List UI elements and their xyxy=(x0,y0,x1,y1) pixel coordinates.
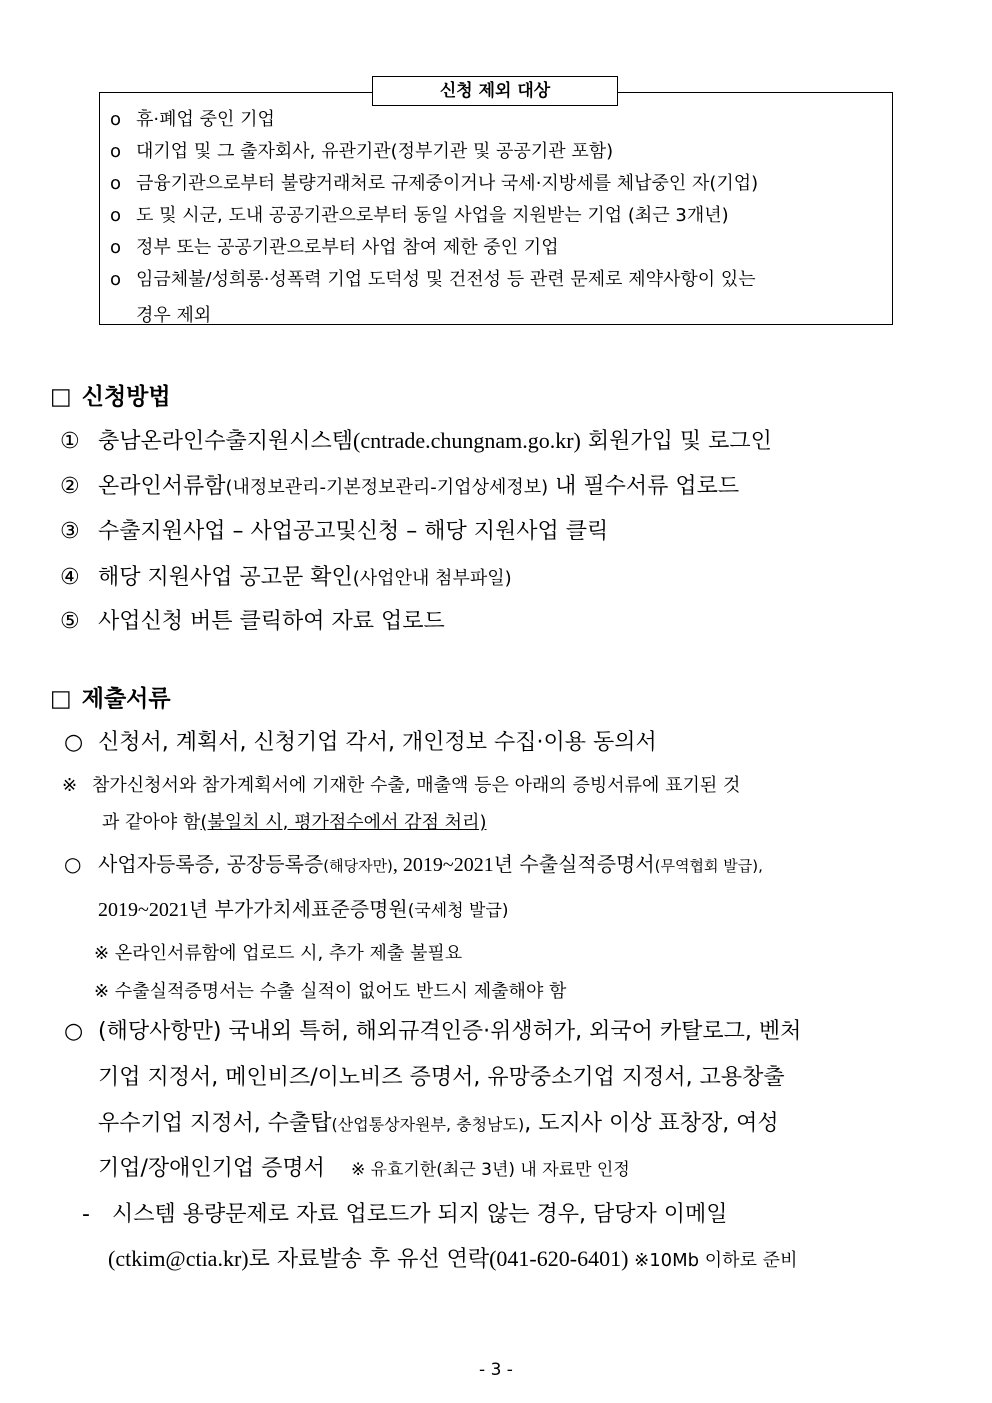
exclusion-item: o 도 및 시군, 도내 공공기관으로부터 동일 사업을 지원받는 기업 (최근 3개년) xyxy=(110,205,729,226)
docs-dash-note: - 시스템 용량문제로 자료 업로드가 되지 않는 경우, 담당자 이메일 xyxy=(82,1202,728,1227)
contact-email: (ctkim@ctia.kr) xyxy=(108,1246,249,1271)
exclusion-title: 신청 제외 대상 xyxy=(372,76,618,106)
method-step-3: ③ 수출지원사업 – 사업공고및신청 – 해당 지원사업 클릭 xyxy=(60,519,609,544)
docs-note-3: ※ 수출실적증명서는 수출 실적이 없어도 반드시 제출해야 함 xyxy=(94,981,567,1002)
exclusion-item: o 대기업 및 그 출자회사, 유관기관(정부기관 및 공공기관 포함) xyxy=(110,141,614,162)
docs-item-1: ○ 신청서, 계획서, 신청기업 각서, 개인정보 수집·이용 동의서 xyxy=(64,730,657,755)
section-title-docs: □ 제출서류 xyxy=(50,686,171,712)
method-step-4: ④ 해당 지원사업 공고문 확인(사업안내 첨부파일) xyxy=(60,565,512,590)
docs-item-3: ○ (해당사항만) 국내외 특허, 해외규격인증·위생허가, 외국어 카탈로그, 벤처 xyxy=(64,1019,802,1044)
docs-dash-note-line2: (ctkim@ctia.kr)로 자료발송 후 유선 연락(041-620-6401) ※10Mb 이하로 준비 xyxy=(108,1246,798,1272)
method-step-2: ② 온라인서류함(내정보관리-기본정보관리-기업상세정보) 내 필수서류 업로드 xyxy=(60,474,740,499)
docs-item-2-line2: 2019~2021년 부가가치세표준증명원(국세청 발급) xyxy=(98,897,509,921)
contact-phone: (041-620-6401) xyxy=(489,1246,629,1271)
docs-item-3-line3: 우수기업 지정서, 수출탑(산업통상자원부, 충청남도), 도지사 이상 표창장, 여성 xyxy=(98,1111,779,1136)
page-number: - 3 - xyxy=(479,1360,513,1380)
method-step-5: ⑤ 사업신청 버튼 클릭하여 자료 업로드 xyxy=(60,609,445,634)
exclusion-item: o 휴·폐업 중인 기업 xyxy=(110,109,275,130)
docs-note-1-line2: 과 같아야 함(불일치 시, 평가점수에서 감점 처리) xyxy=(102,812,487,833)
section-title-method: □ 신청방법 xyxy=(50,384,171,410)
method-step-1: ① 충남온라인수출지원시스템(cntrade.chungnam.go.kr) 회원가입 및 로그인 xyxy=(60,428,772,454)
docs-item-3-line2: 기업 지정서, 메인비즈/이노비즈 증명서, 유망중소기업 지정서, 고용창출 xyxy=(98,1065,785,1090)
exclusion-item: o 금융기관으로부터 불량거래처로 규제중이거나 국세·지방세를 체납중인 자(기업) xyxy=(110,173,759,194)
docs-note-2: ※ 온라인서류함에 업로드 시, 추가 제출 불필요 xyxy=(94,943,463,964)
system-url: (cntrade.chungnam.go.kr) xyxy=(353,428,581,453)
docs-item-2: ○ 사업자등록증, 공장등록증(해당자만), 2019~2021년 수출실적증명서(무역협회 발급), xyxy=(64,852,763,876)
exclusion-item-continuation: 경우 제외 xyxy=(136,305,212,326)
exclusion-item: o 정부 또는 공공기관으로부터 사업 참여 제한 중인 기업 xyxy=(110,237,559,258)
docs-note-1: ※ 참가신청서와 참가계획서에 기재한 수출, 매출액 등은 아래의 증빙서류에 표기된 것 xyxy=(62,775,741,796)
docs-item-3-line4: 기업/장애인기업 증명서 ※ 유효기한(최근 3년) 내 자료만 인정 xyxy=(98,1156,630,1181)
exclusion-item: o 임금체불/성희롱·성폭력 기업 도덕성 및 건전성 등 관련 문제로 제약사항이 있는 xyxy=(110,269,756,290)
